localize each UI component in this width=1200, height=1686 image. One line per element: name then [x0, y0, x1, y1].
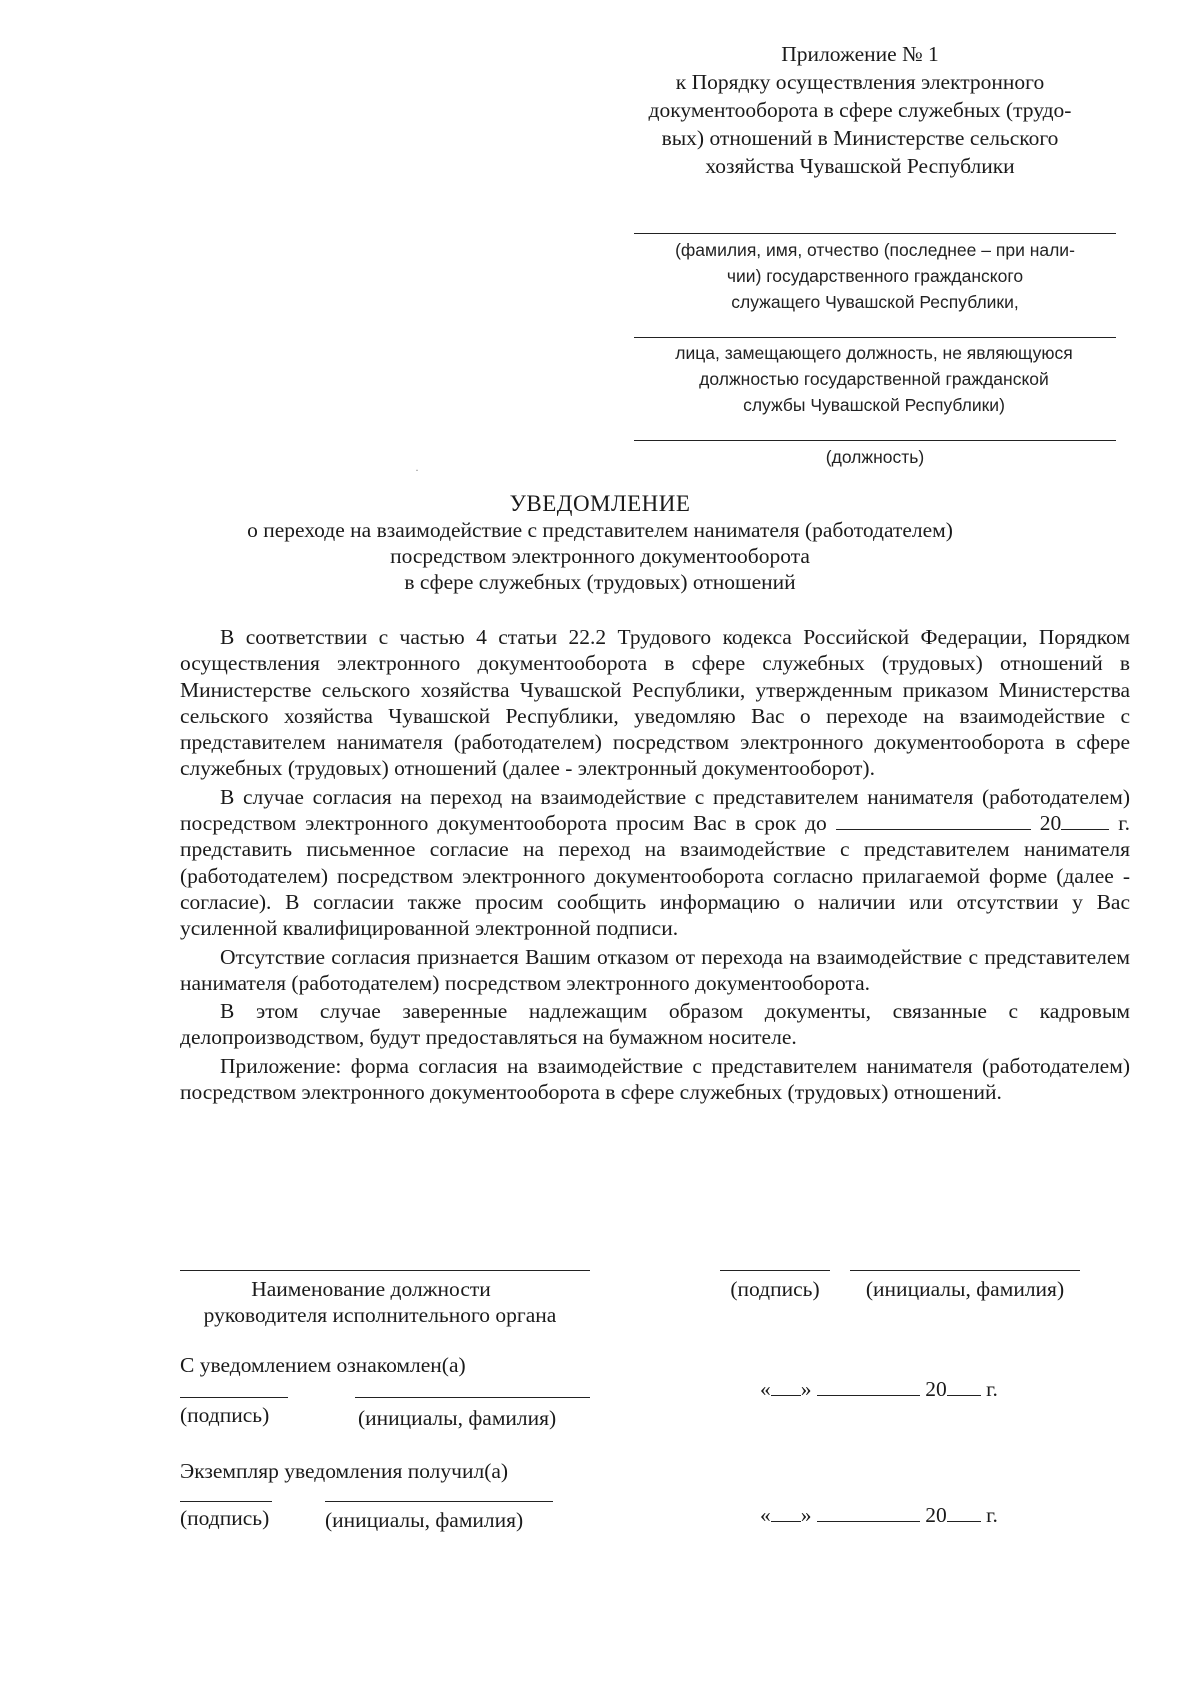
title-subline: посредством электронного документооборота [390, 544, 810, 568]
appendix-line: Приложение № 1 [781, 42, 939, 66]
head-initials-line [850, 1270, 1080, 1271]
body-paragraph-4: В этом случае заверенные надлежащим образом документы, связанные с кадровым делопроизводством, будут предоставляться на бумажном носителе. [180, 999, 1130, 1050]
caption-line: службы Чувашской Республики) [743, 395, 1005, 415]
position-line-2: руководителя исполнительного органа [203, 1303, 557, 1327]
body-paragraph-5: Приложение: форма согласия на взаимодействие с представителем нанимателя (работодателем) посредством электронного документооборота в сфере служебных (трудовых) отношений. [180, 1053, 1130, 1105]
copy-label: Экземпляр уведомления получил(а) [180, 1459, 509, 1483]
quote-close: » [800, 1377, 812, 1401]
position-line-1: Наименование должности [251, 1277, 491, 1301]
title-subline: о переходе на взаимодействие с представителем нанимателя (работодателем) [247, 518, 953, 542]
quote-open: « [760, 1503, 771, 1527]
p2-text-b: г. представить письменное согласие на переход на взаимодействие с представителем нанимателя (работодателем) посредством электронного документооборота согласно прилагаемой форме (далее - согласие). В согласии также просим сообщить информацию о наличии или отсутствии у Вас усиленной квалифицированной электронной подписи. [180, 811, 1130, 941]
position-line [180, 1270, 590, 1271]
quote-close: » [800, 1503, 812, 1527]
recipient-name-line [634, 233, 1116, 234]
title-subline: в сфере служебных (трудовых) отношений [404, 570, 796, 594]
head-signature-caption: (подпись) [730, 1277, 820, 1301]
date-year: 20 [925, 1377, 947, 1401]
recipient-caption-1 [634, 237, 1116, 315]
document-body [180, 624, 1130, 1105]
deadline-day-blank [836, 811, 1031, 830]
appendix-line: хозяйства Чувашской Республики [705, 154, 1015, 178]
ack-initials-caption: (инициалы, фамилия) [358, 1406, 557, 1430]
ack-signature-line [180, 1397, 288, 1398]
recipient-caption-3: (должность) [825, 447, 925, 467]
recipient-person-line [634, 337, 1116, 338]
title-heading: УВЕДОМЛЕНИЕ [509, 491, 691, 516]
ack-date [760, 1376, 998, 1402]
appendix-line: вых) отношений в Министерстве сельского [661, 126, 1059, 150]
year-blank [947, 1377, 981, 1396]
deadline-year-blank [1061, 811, 1109, 830]
copy-signature-line [180, 1501, 272, 1502]
date-suffix: г. [986, 1503, 998, 1527]
year-blank [947, 1503, 981, 1522]
month-blank [817, 1377, 920, 1396]
ack-initials-line [355, 1397, 590, 1398]
head-signature-line [720, 1270, 830, 1271]
ack-label: С уведомлением ознакомлен(а) [180, 1353, 466, 1377]
quote-open: « [760, 1377, 771, 1401]
day-blank [771, 1503, 801, 1522]
caption-line: служащего Чувашской Республики, [731, 292, 1019, 312]
body-paragraph-3: Отсутствие согласия признается Вашим отказом от перехода на взаимодействие с представителем нанимателя (работодателем) посредством электронного документооборота. [180, 944, 1130, 995]
appendix-header [600, 40, 1120, 180]
head-initials-caption: (инициалы, фамилия) [865, 1277, 1065, 1301]
caption-line: лица, замещающего должность, не являющуюся [675, 343, 1073, 363]
month-blank [817, 1503, 920, 1522]
caption-line: (фамилия, имя, отчество (последнее – при нали- [675, 240, 1075, 260]
p2-text-a: В случае согласия на переход на взаимодействие с представителем нанимателя (работодателем) посредством электронного документооборота просим Вас в срок до [180, 784, 1130, 836]
caption-line: чии) государственного гражданского [726, 266, 1024, 286]
caption-line: должностью государственной гражданской [699, 369, 1049, 389]
document-title [150, 491, 1050, 595]
position-caption [180, 1276, 590, 1328]
stray-mark: · [415, 463, 419, 477]
recipient-position-line [634, 440, 1116, 441]
ack-signature-caption: (подпись) [180, 1403, 270, 1427]
p2-year: 20 [1039, 811, 1062, 836]
date-year: 20 [925, 1503, 947, 1527]
copy-signature-caption: (подпись) [180, 1506, 270, 1530]
appendix-line: документооборота в сфере служебных (трудо- [648, 98, 1072, 122]
copy-initials-line [325, 1501, 553, 1502]
body-paragraph-2 [180, 784, 1130, 942]
copy-initials-caption: (инициалы, фамилия) [325, 1508, 524, 1532]
body-paragraph-1: В соответствии с частью 4 статьи 22.2 Трудового кодекса Российской Федерации, Порядком осуществления электронного документооборота в сфере служебных (трудовых) отношений в Министерстве сельского хозяйства Чувашской Республики, утвержденным приказом Министерства сельского хозяйства Чувашской Республики, уведомляю Вас о переходе на взаимодействие с представителем нанимателя (работодателем) посредством электронного документооборота в сфере служебных (трудовых) отношений (далее - электронный документооборот). [180, 625, 1130, 781]
appendix-line: к Порядку осуществления электронного [675, 70, 1045, 94]
recipient-caption-2 [614, 340, 1134, 418]
copy-date [760, 1502, 998, 1528]
day-blank [771, 1377, 801, 1396]
date-suffix: г. [986, 1377, 998, 1401]
